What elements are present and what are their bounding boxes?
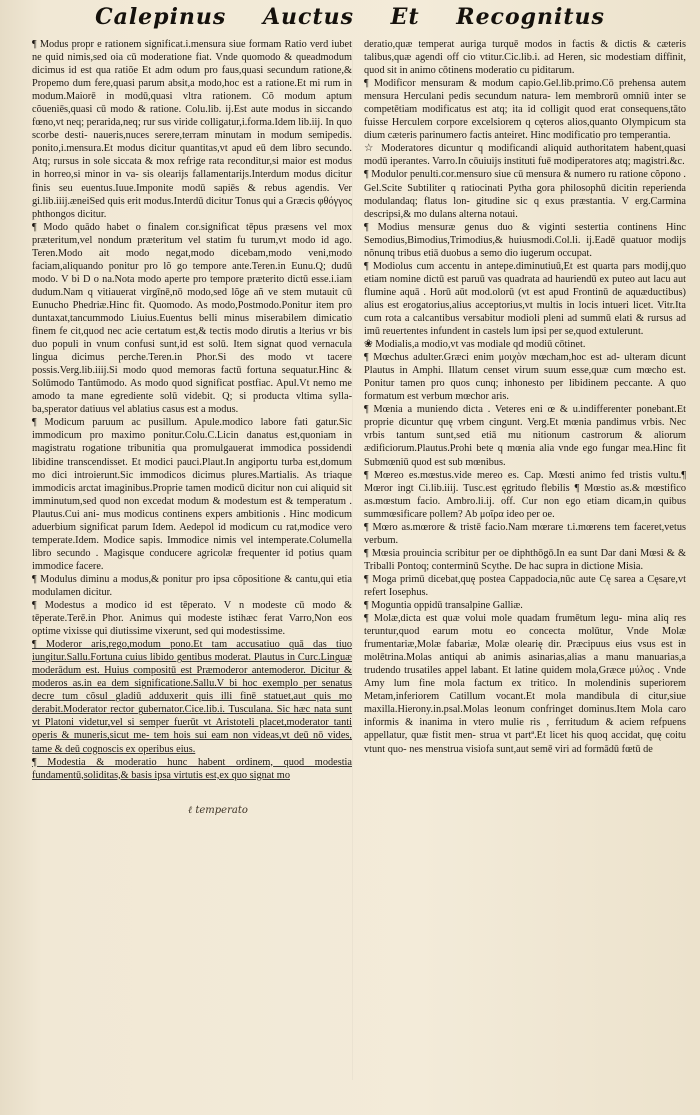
right-column xyxy=(364,38,686,1078)
entry-mola: ¶ Molæ,dicta est quæ volui mole quadam frumētum legu- mina aliq res teruntur,quod earum motu eo concecta molūtur, Vnde Molæ frumentariæ,Molæ fabariæ, Molæ olearię dir. Præcipuus eius vsus est in molētrina.Molas antiqui ab animis asinarias,alias a manu manuarias,a trudendo trusatiles appel labant. Et latine quidem mola,Græce μύλος . Vnde Amy lum fine mola factum ex tritico. In molendinis superiorem Metam,inferiorem Catillum vocant.Et mola mandibula di citur,siue maxilla.Hierony.in.psal.Molas leonum confringet dominus.Item Mola caro informis & inanima in vtero mulie ris , ferritudum & aciem refpuens appellatur, quæ fistit men- strua vt partª.Et licet his quoq accidat, quę coitu vtunt quo- nes menstrua visiofa sunt,aut semē viri ad formādū fœtū de xyxy=(364,613,686,755)
entry-modificor: ¶ Modificor mensuram & modum capio.Gel.lib.primo.Cō prehensa autem mensura Herculani pedis secundum natura- lem membrorū omniū inter se competētiam modificatus est atq; ita id colligit quod erat consequens,tāto fuisse Herculem corpore excelsiorem q cęteros alios,quanto Olympicum sta dium cæteris parinumero factis anteiret. Hinc modificatio pro temperantia. xyxy=(364,78,686,142)
entry-moechus: ¶ Mœchus adulter.Græci enim μοιχὸν mœcham,hoc est ad- ulteram dicunt Plautus in Amphi. Illatum censet virum suum esse,quæ cum mœcho est. Ponitur tamen pro quos cunq; inhonesto per libidinem peccante. A quo formatum est verbum mœchor aris. xyxy=(364,352,686,403)
entry-moderatores: ☆ Moderatores dicuntur q modificandi aliquid authoritatem habent,quasi modū iperantes. Varro.In cōuiuijs instituti fuē modiperatores atq; magistri.&c. xyxy=(364,143,686,168)
entry-modius: ¶ Modius mensuræ genus duo & viginti sestertia continens Hinc Semodius,Bimodius,Trimodius,& huiusmodi.Col.li. ij.Eadē quatuor modijs nõnunq tribus etiā duobus a semo dio iugerum occupat. xyxy=(364,221,686,259)
header-word: Calepinus xyxy=(95,4,227,30)
entry-modestus: ¶ Modestus a modico id est tēperato. V n modeste cū modo & tēperate.Terē.in Phor. Animus qui modeste istihæc ferat Varro,Non eos optime vixisse qui diutissime vixerunt, sed qui modestissime. xyxy=(32,600,352,638)
entry-modicum: ¶ Modicum paruum ac pusillum. Apule.modico labore fati gatur.Sic immodicum pro maximo ponitur.Colu.C.Licin danatus est,quoniam in magistratu rogatione tribunitia qua promulgauerat immodica possidendi libidine transcendisset. Et modici pauci.Plaut.In angiportu turba est,domum mo dici introierunt.Sic immodicos dicimus plures.Martialis. As triaque immodicis arctat imaginibus.Proprie tamen modicū dicitur non cui aliquid sit imminutum,sed quod non excedat modum & modestum est & temperatum . Plautus.Cui ani- mus modicus continens expers ambitionis . Hinc modicum aduerbium significat parum Idem. Aedepol id modicum cu rat,modice vero temperate.Idem. Modice sapis. Immodice nimis vel intemperate.Columella libro secundo . Magisque conducere agricolæ frequenter id potius quam immodice facere. xyxy=(32,417,352,572)
entry-modulus: ¶ Modulus diminu a modus,& ponitur pro ipsa cõpositione & cantu,qui etia modulamen dicitur. xyxy=(32,573,352,598)
entry-moesia: ¶ Mœsia prouincia scribitur per oe diphthōgō.In ea sunt Dar dani Mœsi & & Triballi Pontoq; conterminū Scythe. De hac supra in dictione Misia. xyxy=(364,547,686,572)
entry-moguntia: ¶ Moguntia oppidū transalpine Galliæ. xyxy=(364,600,523,612)
entry-moderor: ¶ Moderor aris,rego,modum pono.Et tam accusatiuo quā das tiuo iungitur.Sallu.Fortuna cuius libido gentibus moderat. Plautus in Curc.Linguæ moderādum est. Huius compositū est Præmoderor antemoderor. Dicitur & moderos as.in ea dem significatione.Sallu.V bi hoc exemplo per senatus decre tum cõsul gladiū adduxerit quis illi finē statuet,aut quis mo derabit.Moderator rector gubernator.Cice.lib.i. Tusculana. Sic hæc nata sunt vt Platoni videtur,vel si semper fuerūt vt Aristoteli placet,moderator tanti operis & muneris,sicut me- tem hois sui eam non videas,vt deū nō vides, tame & deū cognoscis ex operibus eius. xyxy=(32,639,352,755)
header-word: Et xyxy=(390,4,420,30)
entry-modus: ¶ Modus propr e rationem significat.i.mensura siue formam Ratio verd iubet ne quid nimis,sed oia cū moderatione fiat. Vnde quomodo & queadmodum dicimus id est qua ratiõe Et adm odum pro faus,quasi secundum ratione,& Propemo dum fere,quasi parum absit,a modo,hoc est a ratione.Et mi rum in modum.Maiorē in modū,quasi vltra rationem. Cõ modum aptum cõueniēs,quasi cū modo & ratione. Colu.lib. ij.Est aute modus in siccando fœno,vt neq; perarida,neq; rur sus viride colligatur,i.forma.Idem lib.iij. In quo scorbe desti- naueris,nuces serere,terram minutam in modum semipedis. ponito,i.mensura.Et modus dicitur quantitas,vt apud eū dem libro secundo. Atq; rursus in sole siccata & mox refrige rata reconditur,si maior est modus in horreo,si minor in va- sis olearijs fallamentarijs.Interdum modus dicitur finis seu euentus.Iuue.Imponite modū sapiēs & rebus agendis. Ver gi.lib.iiij.æneiSed quis erit modus.Interdū dicitur Tonus qui a Græcis φθόγγος phthongos dicitur. xyxy=(32,39,352,220)
entry-modestia: ¶ Modestia & moderatio hunc habent ordinem, quod modestia fundamentū,soliditas,& basis ipsa virtutis est,ex quo signat mo xyxy=(32,756,352,781)
entry-moderatio-cont: deratio,quæ temperat auriga turquē modos in factis & dictis & cæteris talibus,quæ agendi off cio vtitur.Cic.lib.i. ad Heren, sic modestiam diffinit, quod sit in animo cōtinens moderatio cu piditarum. xyxy=(364,39,686,77)
entry-moenia: ¶ Mœnia a muniendo dicta . Veteres eni œ & u.indifferenter ponebant.Et proprie dicuntur quę vrbem cingunt. Verg.Et mœnia pandimus vrbis. Nec vrbis tantum sunt,sed etiā mu nitionum castrorum & aliorum ædificiorum.Plautus.Prohi bete q mœnia alia vnde ego fungar mea.Hinc fit Submœniū quod est sub mœnibus. xyxy=(364,404,686,468)
header-word: Auctus xyxy=(262,4,354,30)
column-gutter xyxy=(352,40,353,1080)
running-header xyxy=(0,4,700,36)
handwritten-margin-note: ℓ temperato xyxy=(188,805,248,816)
entry-moero: ¶ Mœro as.mœrore & tristē facio.Nam mœrare t.i.mœrens tem faceret,vetus verbum. xyxy=(364,521,686,546)
header-word: Recognitus xyxy=(456,4,605,30)
entry-modialis: ❀ Modialis,a modio,vt vas modiale qd modiū cōtinet. xyxy=(364,339,586,351)
entry-modo: ¶ Modo quādo habet o finalem cor.significat tēpus præsens vel mox præteritum,vel nondum præteritum vel statim fu turum,vt modo id ago. Teren.Modo ait modo negat,modo dicebam,modo veni,modo faciam,aliquando ponitur pro lõ go tempore ante.Teren.in Eunu.Q; dudū modo. V bi D o na.Nota modo aperte pro tempore præterito dictū esse.i.iam dudum.Nam q vitiauerat virgīnē,nō modo,sed lõge añ ve stem mutauit cū Eunucho Phedriæ.Hinc fit. Quomodo. As modo,Postmodo.Ponitur item pro duntaxat,tancummodo Liuius.Euentus belli minus miserabilem dimicatio finem fe cit,quod nec acie certatum est,& tectis modo dirutis a lterius vr bis duo populi in vnum confusi sunt,id est solū. Item signat quod vernacula lingua dicimus perche.Teren.in Phor.Si des modo vt tacere possis.Verg.lib.iiij.Si modo quod memoras factū fortuna sequatur.Hinc & Solūmodo Tantūmodo. As modo quod significat postfiac. Apul.Vt nemo me amodo ta mane egrediente solū videbit. Q; si producta vltima sylla- ba,sperator datiuus vel ablatius casus est a modus. xyxy=(32,221,352,416)
entry-modulor: ¶ Modulor penulti.cor.mensuro siue cū mensura & numero ru ratione cõpono . Gel.Scite Subtiliter q ratiocinati Pytha gora philosophū dicitin reperienda modulandaq; flatus lon- gitudine sic q exus præstantia. V erg.Carmina descripsi,& mo dulans alterna notaui. xyxy=(364,169,686,220)
entry-moereo: ¶ Mœreo es.mœstus.vide mereo es. Cap. Mœsti animo fed tristis vultu.¶ Mœror ingt Ci.lib.iiij. Tusc.est ęgritudo flebilis ¶ Mœstio as.& mœstifico as.mœstum facio. Ambro.li.ij. off. Cur non ego etiam dicam,in quibus summœsificare pollem? Ab μοῖρα ideo per oe. xyxy=(364,469,686,520)
left-column xyxy=(32,38,352,1078)
entry-moga: ¶ Moga primū dicebat,quę postea Cappadocia,nūc aute Cę sarea a Cęsare,vt refert Iosephus. xyxy=(364,573,686,598)
entry-modiolus: ¶ Modiolus cum accentu in antepe.diminutiuū,Et est quarta pars modij,quo etiam nomine dictū est paruū vas quadrata ad hauriendū ex puteo aut lacu aut flumine aquā . Horū aūt mod.olorū (vt est apud Frontinū de aquæductibus) alius est erogatorius,alius acceptorius,vt multis in locis intueri licet. Vitr.Ita cum rota a calcantibus versabitur modioli pleni ad summū elati & rursus ad imū reuertentes infundent in castels lum ipsi per se,quod extulerunt. xyxy=(364,260,686,338)
